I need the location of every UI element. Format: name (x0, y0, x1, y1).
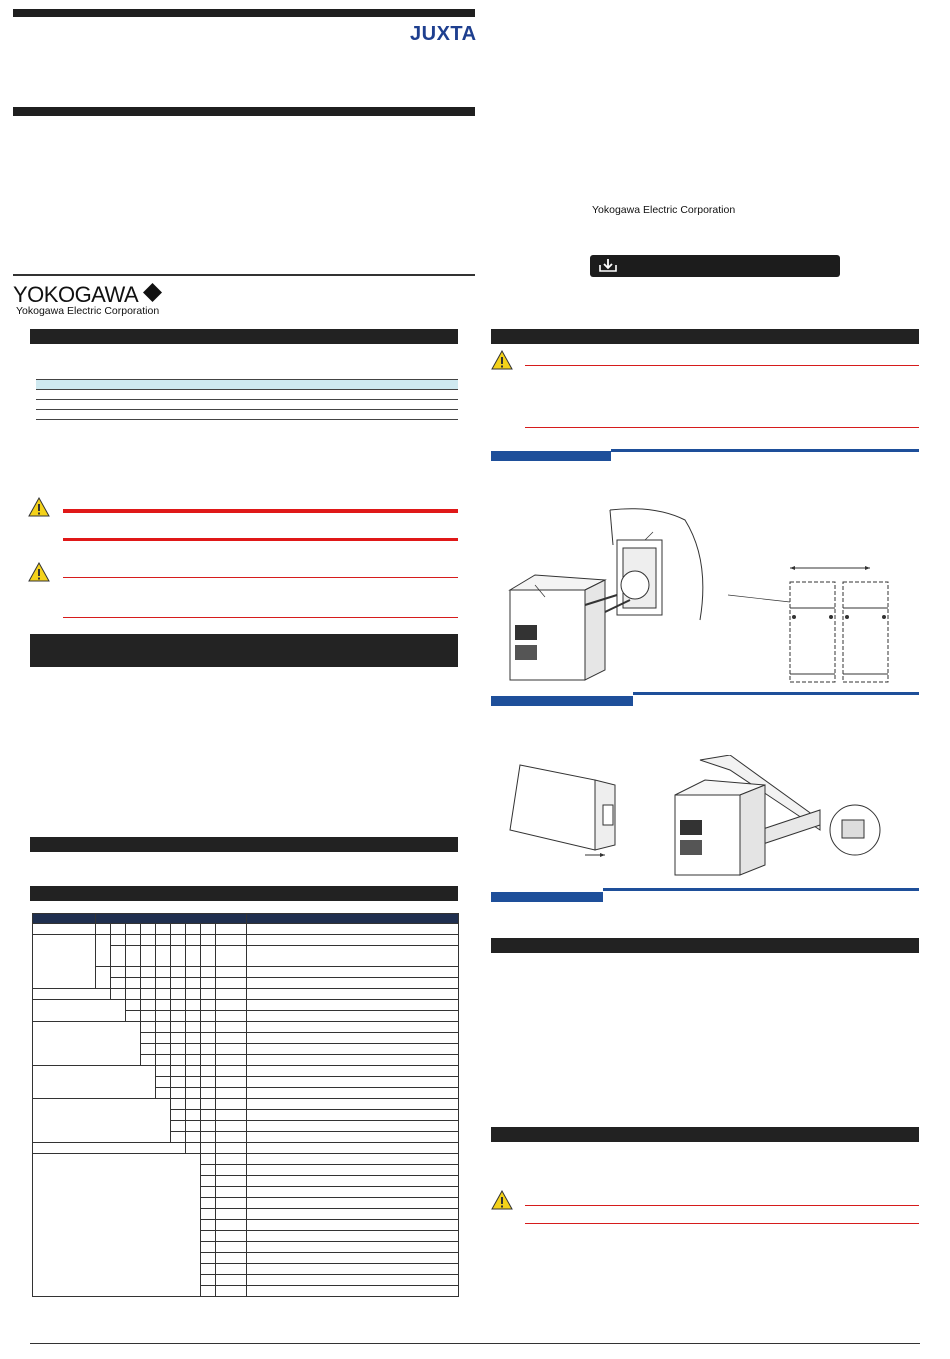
table-row (36, 400, 458, 410)
table-row (33, 1066, 459, 1077)
subsection-rule-din-rail (633, 692, 919, 695)
yokogawa-logo: YOKOGAWA (13, 282, 139, 307)
wall-mount-figure (505, 500, 705, 685)
caution-rule-top (63, 577, 458, 578)
danger-rule-bottom (63, 538, 458, 541)
yokogawa-diamond-icon (143, 283, 162, 302)
table-row (36, 390, 458, 400)
warning-triangle-icon (491, 1190, 513, 1210)
danger-rule-top (63, 509, 458, 513)
download-button[interactable] (590, 255, 840, 277)
section-header-wiring (491, 938, 919, 953)
caution-rule-top (525, 365, 919, 366)
subsection-rule-wall-mount (611, 449, 919, 452)
table-header-row (33, 914, 459, 924)
title-rule (13, 107, 475, 116)
spec-table-header (36, 379, 458, 390)
subsection-tab-wall-mount (491, 451, 611, 461)
model-code-table (32, 913, 459, 1297)
subsection-tab-din-rail (491, 696, 633, 706)
table-row (33, 1099, 459, 1110)
table-row (33, 989, 459, 1000)
section-header-5 (491, 1127, 919, 1142)
download-icon (598, 258, 618, 273)
table-row (33, 1154, 459, 1165)
caution-rule-top (525, 1205, 919, 1206)
table-row (33, 924, 459, 935)
caution-rule-bottom (63, 617, 458, 618)
warning-triangle-icon (28, 497, 50, 517)
subsection-rule-3 (603, 888, 919, 891)
table-row (33, 1143, 459, 1154)
section-header-installation (491, 329, 919, 344)
caution-rule-bottom (525, 427, 919, 428)
spec-table (36, 379, 458, 420)
logo-rule (13, 274, 475, 276)
section-header-2 (30, 837, 458, 852)
mounting-dimension-figure (728, 560, 898, 685)
table-row (33, 1022, 459, 1033)
section-header-large (30, 634, 458, 667)
top-rule (13, 9, 475, 17)
section-header-intro (30, 329, 458, 344)
company-name-right: Yokogawa Electric Corporation (592, 204, 736, 216)
company-name: Yokogawa Electric Corporation (16, 305, 160, 317)
table-row (33, 1000, 459, 1011)
table-row (36, 410, 458, 420)
section-header-model (30, 886, 458, 901)
subsection-tab-3 (491, 892, 603, 902)
din-rail-side-figure (505, 760, 635, 860)
din-rail-mount-figure (670, 755, 885, 880)
warning-triangle-icon (28, 562, 50, 582)
table-row (33, 935, 459, 946)
caution-rule-bottom (525, 1223, 919, 1224)
table-row (33, 967, 459, 978)
juxta-logo: JUXTA (410, 23, 477, 45)
footer-rule (30, 1343, 920, 1344)
warning-triangle-icon (491, 350, 513, 370)
